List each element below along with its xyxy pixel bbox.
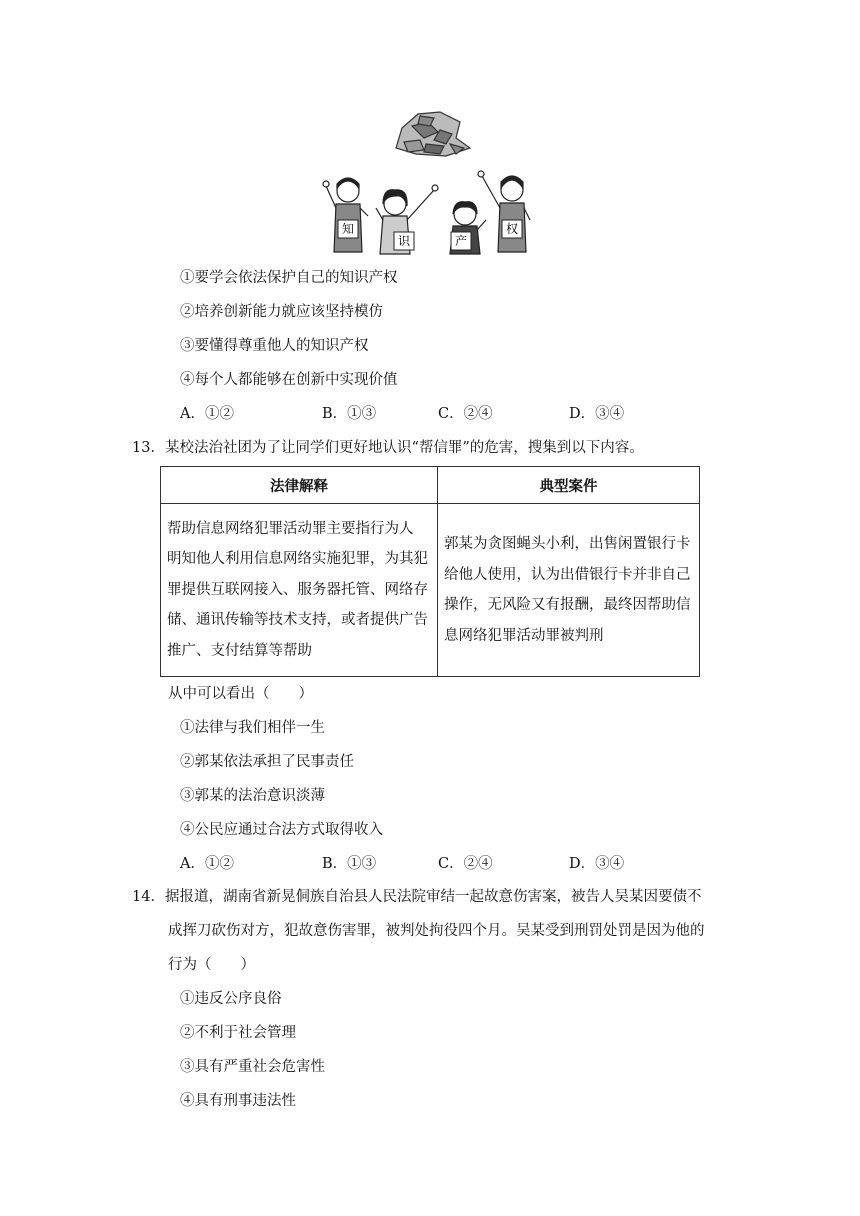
q13-col1-line-5: 推广、支付结算等帮助: [167, 642, 312, 659]
q13-col2-line-4: 息网络犯罪活动罪被判刑: [444, 627, 604, 644]
sign-4-text: 权: [505, 222, 519, 236]
sign-3-text: 产: [454, 234, 468, 248]
q14-stem-line-2: 成挥刀砍伤对方，犯故意伤害罪，被判处拘役四个月。吴某受到刑罚处罚是因为他的: [168, 923, 705, 939]
student-1-icon: [323, 178, 368, 252]
q13-option-d: D．③④: [569, 856, 625, 872]
q12-statement-2: ②培养创新能力就应该坚持模仿: [180, 304, 383, 320]
q13-col2-line-1: 郭某为贪图蝇头小利，出售闲置银行卡: [444, 536, 691, 552]
q12-option-b: B．①③: [322, 406, 377, 422]
q13-prompt: 从中可以看出（ ）: [168, 686, 313, 702]
q13-statement-3: ③郭某的法治意识淡薄: [180, 788, 325, 804]
q13-col1-line-3: 罪提供互联网接入、服务器托管、网络存: [167, 581, 428, 598]
q13-col2-line-3: 操作，无风险又有报酬，最终因帮助信: [444, 597, 691, 613]
student-4-icon: [478, 171, 530, 252]
q13-col1-line-2: 明知他人利用信息网络实施犯罪，为其犯: [167, 551, 428, 568]
q13-col2-line-2: 给他人使用，认为出借银行卡并非自己: [444, 566, 691, 583]
q13-option-b: B．①③: [322, 856, 377, 872]
intellectual-property-illustration: [320, 108, 535, 256]
q13-table-cell-1: [161, 504, 438, 677]
q13-table-cell-2: [438, 504, 700, 677]
q13-option-a: A．①②: [180, 856, 234, 872]
q13-table: [160, 466, 700, 677]
q12-statement-1: ①要学会依法保护自己的知识产权: [180, 270, 398, 286]
q12-option-d: D．③④: [569, 406, 625, 422]
q13-table-header-1: 法律解释: [161, 467, 438, 504]
q14-stem-line-3: 行为（ ）: [168, 957, 255, 973]
q14-statement-4: ④具有刑事违法性: [180, 1093, 296, 1109]
q13-col1-line-1: 帮助信息网络犯罪活动罪主要指行为人: [167, 520, 414, 537]
q13-option-c: C．②④: [438, 856, 493, 872]
pile-icon: [396, 112, 470, 156]
q13-table-header-2: 典型案件: [438, 467, 700, 504]
q14-statement-3: ③具有严重社会危害性: [180, 1059, 325, 1075]
sign-1-text: 知: [341, 222, 355, 236]
q13-statement-2: ②郭某依法承担了民事责任: [180, 754, 354, 770]
q14-statement-1: ①违反公序良俗: [180, 991, 282, 1007]
q12-statement-3: ③要懂得尊重他人的知识产权: [180, 338, 369, 354]
q13-stem: 13．某校法治社团为了让同学们更好地认识“帮信罪”的危害，搜集到以下内容。: [132, 440, 644, 456]
q13-col1-line-4: 储、通讯传输等技术支持，或者提供广告: [167, 612, 428, 629]
q14-statement-2: ②不利于社会管理: [180, 1025, 296, 1041]
sign-group: [338, 220, 522, 250]
q12-option-c: C．②④: [438, 406, 493, 422]
q13-statement-4: ④公民应通过合法方式取得收入: [180, 822, 383, 838]
q12-option-a: A．①②: [180, 406, 234, 422]
q14-stem-line-1: 14．据报道，湖南省新晃侗族自治县人民法院审结一起故意伤害案，被告人吴某因要债不: [132, 889, 702, 905]
sign-2-text: 识: [397, 234, 411, 248]
q13-statement-1: ①法律与我们相伴一生: [180, 720, 325, 736]
q12-statement-4: ④每个人都能够在创新中实现价值: [180, 372, 398, 388]
